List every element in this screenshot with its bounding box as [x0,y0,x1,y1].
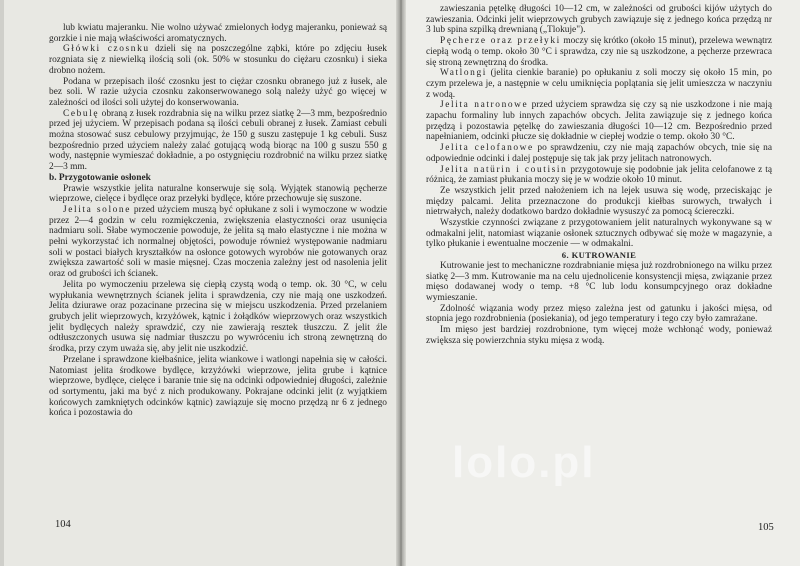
paragraph-text: Zdolność wiązania wody przez mięso zależna jest od gatunku i jakości mięsa, od stopnia jego rozdrobnienia (posiekania), od jego temperatury i tego czy było zamrażane. [426,303,772,325]
paragraph [426,36,772,68]
paragraph [426,261,772,304]
right-text-column [426,4,772,347]
left-page [0,0,399,566]
paragraph-text: moczy się krótko (około 15 minut), przelewa wewnątrz ciepłą wodą o temp. około 30 °C i sprawdza, czy nie są uszkodzone, a pęcherze przewraca się stroną zewnętrzną do środka. [426,36,772,68]
paragraph [49,44,387,76]
paragraph [426,68,772,100]
left-text-column [49,23,387,419]
watermark: lolo.pl [452,438,596,487]
paragraph-text: przygotowuje się podobnie jak jelita celofanowe z tą różnicą, że zamiast płukania moczy się je w wodzie około 10 minut. [426,164,772,186]
paragraph-text: lub kwiatu majeranku. Nie wolno używać zmielonych łodyg majeranku, ponieważ są gorzkie i nie mają właściwości aromatycznych. [49,23,387,44]
spaced-term: Jelita celofanowe [440,143,534,154]
paragraph [426,4,772,36]
paragraph-text: zawieszania pętelkę długości 10—12 cm, w zależności od grubości kijów użytych do zawieszania. Odcinki jelit wieprzowych grubych zawiązuje się z jednego końca przędzą nr 3 lub spina szpilką drewnianą („Tlokuje"). [426,4,772,36]
paragraph-text: Jelita po wymoczeniu przelewa się ciepłą czystą wodą o temp. ok. 30 °C, w celu wypłukania wewnętrznych ścianek jelita i sprawdzenia, czy nie mają one uszkodzeń. Jelita dziurawe oraz pozacinane przecina się w miejscu uszkodzenia. Przed przelaniem grubych jelit wieprzowych, krzyżówek, kątnic i żołądków wieprzowych oraz wszystkich jelit bydlęcych należy sprawdzić, czy nie zawierają resztek tłuszczu. Z jelit źle odtłuszczonych usuwa się nadmiar tłuszczu po wywróceniu ich stroną zewnętrzną do środka, przy czym uważa się, aby jelit nie uszkodzić. [49,279,387,355]
paragraph [426,218,772,250]
paragraph [49,184,387,205]
spaced-term: Główki czosnku [63,44,150,55]
paragraph [426,100,772,143]
paragraph-text: Podana w przepisach ilość czosnku jest to ciężar czosnku obranego już z łusek, ale bez soli. W razie użycia czosnku zakonserwowanego solą należy użyć go więcej w zależności od ilości soli użytej do konserwowania. [49,76,387,108]
paragraph [426,165,772,186]
paragraph-text: Przelane i sprawdzone kiełbaśnice, jelita wiankowe i watlongi napełnia się w całości. Natomiast jelita środkowe bydlęce, krzyżówki wieprzowe, jelita grube i kątnice wieprzowe, bydlęce, cielęce i baranie tnie się na odcinki odpowiedniej długości, zależnie od sortymentu, jaki ma być z nich produkowany. Pokrajane odcinki jelit (z wyjątkiem końcowych zamkniętych odcinków kątnic) zawiązuje się mocno przędzą nr 6 z jednego końca i pozostawia do [49,354,387,419]
book-gutter [396,0,406,566]
spaced-term: Jelita natürin i coutisin [440,164,568,175]
paragraph-text: Ze wszystkich jelit przed nałożeniem ich na lejek usuwa się wodę, przeciskając je między palcami. Jelita przeznaczone do produkcji kiełbas surowych, trwałych i nietrwałych, należy dodatkowo bardzo dokładnie wysuszyć za pomocą ściereczki. [426,185,772,218]
paragraph [49,23,387,44]
chapter-heading: 6. KUTROWANIE [561,250,637,261]
paragraph-text: po sprawdzeniu, czy nie mają zapachów obcych, tnie się na odpowiednie odcinki i dalej postępuje się tak jak przy jelitach natronowych. [426,143,772,164]
paragraph-text: Prawie wszystkie jelita naturalne konserwuje się solą. Wyjątek stanowią pęcherze wieprzowe, cielęce i bydlęce oraz przełyki bydlęce, które przechowuje się suszone. [49,183,387,205]
spaced-term: Jelita natronowe [440,100,529,111]
spaced-term: Watlongi [440,68,487,79]
paragraph [426,186,772,218]
spaced-term: Jelita solone [63,204,131,215]
paragraph [426,143,772,164]
paragraph-text: przed użyciem sprawdza się czy są nie uszkodzone i nie mają zapachu formaliny lub innych zapachów obcych. Jelita zawiązuje się z jednego końca przędzą i pozostawia pętelkę do zawieszania długości 10—12 cm. Bezpośrednio przed napełnianiem, odcinki płucze się dokładnie w ciepłej wodzie o temp. około 30 °C. [426,100,772,143]
paragraph [49,280,387,355]
paragraph-text: dzieli się na poszczególne ząbki, które po zdjęciu łusek rozgniata się z niewielką ilością soli (ok. 50% w stosunku do ciężaru czosnku) i sieka drobno nożem. [49,44,387,76]
page-number-left: 104 [55,519,71,530]
page-edge [0,0,4,566]
paragraph-text: Kutrowanie jest to mechaniczne rozdrabnianie mięsa już rozdrobnionego na wilku przez siatkę 2—3 mm. Kutrowanie ma na celu ujednolicenie konsystencji mięsa, związanie przez mięso dodawanej wody o temp. +8 °C lub lodu konsumpcyjnego oraz dokładne wymieszanie. [426,260,772,303]
paragraph [49,205,387,280]
paragraph [426,304,772,325]
spaced-term: Cebulę [63,108,100,119]
paragraph-text: przed użyciem muszą być opłukane z soli i wymoczone w wodzie przez 2—4 godzin w celu rozmiękczenia, zwiększenia elastyczności oraz usunięcia nadmiaru soli. Słabe wymoczenie powoduje, że jelita są mało elastyczne i nie można w pełni wykorzystać ich normalnej objętości, powoduje również występowanie nadmiaru soli w postaci białych kryształków na osłonce gotowych wyrobów nie gotowanych oraz zwiększa zawartość soli w masie mięsnej. Czas moczenia zależny jest od nasolenia jelit oraz od grubości ich ścianek. [49,204,387,280]
page-number-right: 105 [758,522,774,533]
paragraph [49,355,387,419]
paragraph [49,109,387,173]
spaced-term: Pęcherze oraz przełyki [440,36,561,47]
paragraph-text: (jelita cienkie baranie) po opłukaniu z soli moczy się około 15 min, po czym przelewa je, a następnie w celu umiknięcia poplątania się jelit umieszcza w naczyniu z wodą. [426,68,772,100]
paragraph-text: obraną z łusek rozdrabnia się na wilku przez siatkę 2—3 mm, bezpośrednio przed jej użyciem. W przepisach podana są ilości cebuli obranej z łusek. Zamiast cebuli można stosować susz cebulowy przyjmując, że 150 g suszu zastępuje 1 kg cebuli. Susz bezpośrednio przed użyciem należy zalać gotującą wodą biorąc na 100 g suszu 550 g wody, następnie wymieszać dokładnie, a po ostygnięciu rozdrobnić na wilku przez siatkę 2—3 mm. [49,108,387,173]
paragraph [426,325,772,346]
section-heading: b. Przygotowanie osłonek [49,172,151,183]
paragraph-text: Im mięso jest bardziej rozdrobnione, tym więcej może wchłonąć wody, ponieważ zwiększa się powierzchnia styku mięsa z wodą. [426,325,772,346]
paragraph-text: Wszystkie czynności związane z przygotowaniem jelit naturalnych wykonywane są w odmakalni jelit, natomiast wiązanie osłonek sztucznych odbywać się może w magazynie, a tylko płukanie i ewentualne moczenie — w odmakalni. [426,218,772,250]
paragraph [49,77,387,109]
